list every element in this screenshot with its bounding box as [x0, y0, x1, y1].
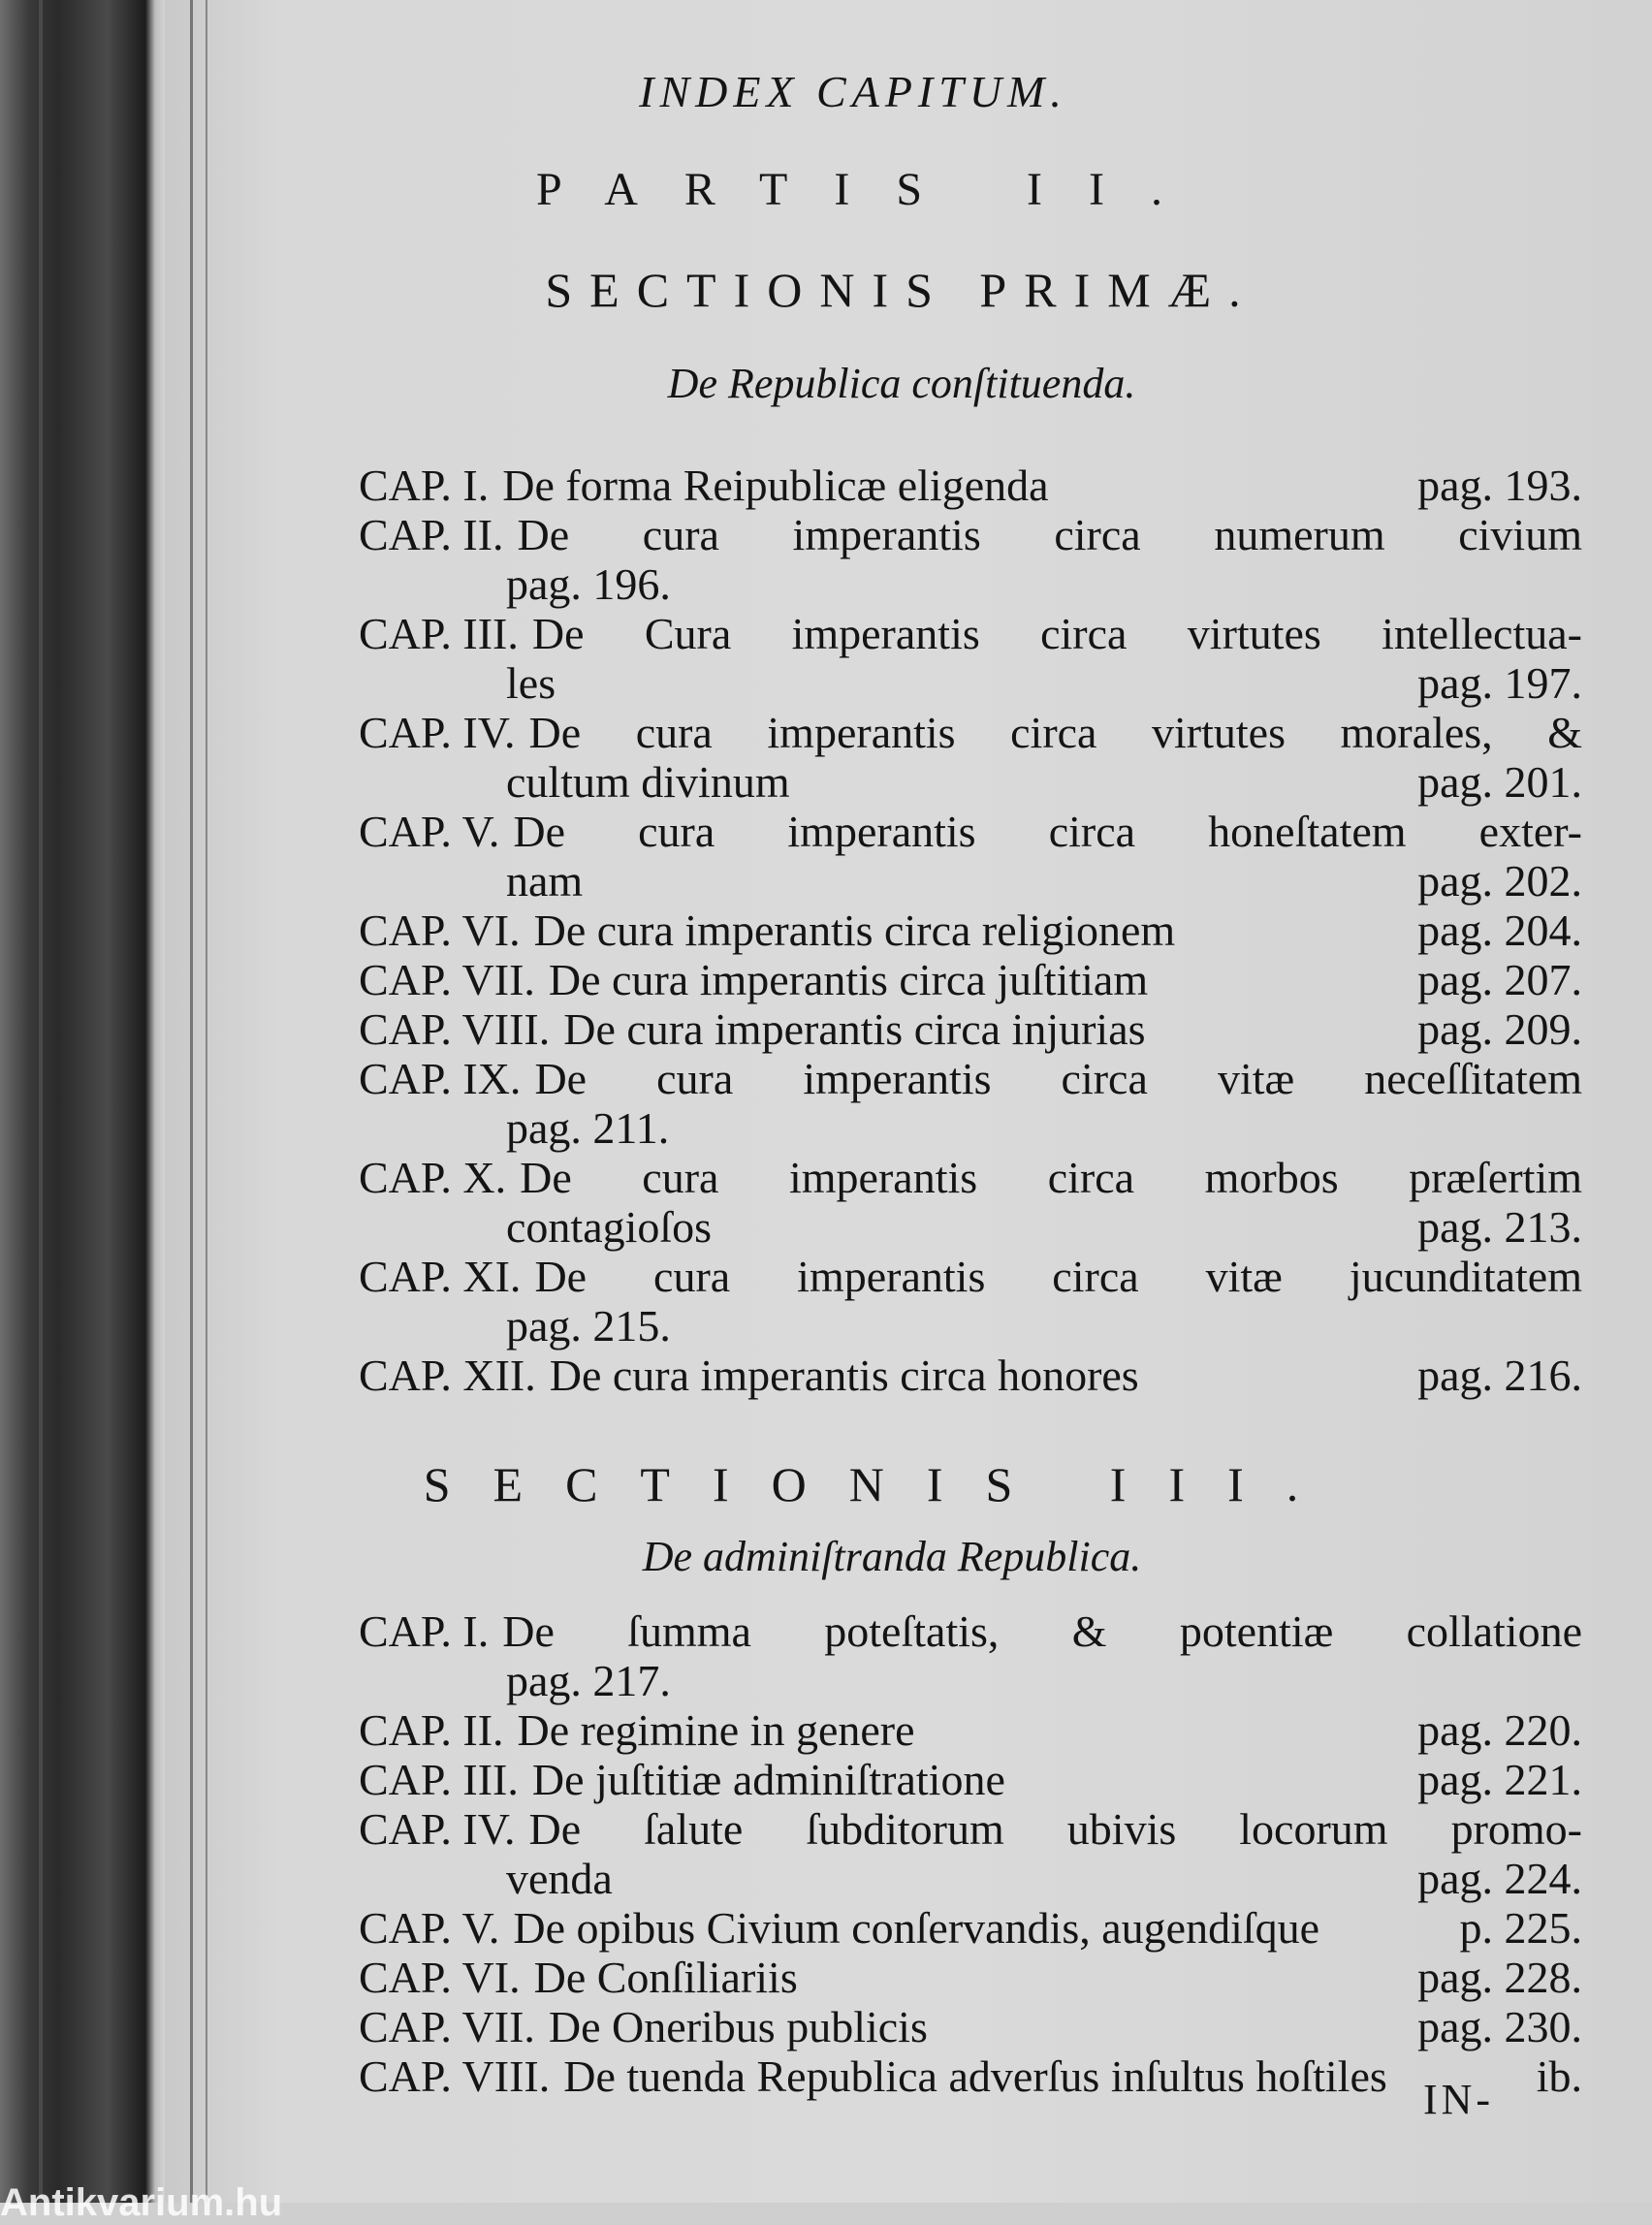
chapter-entry: [359, 1054, 1582, 1153]
chapter-entry: [359, 2051, 1582, 2101]
chapter-entry: [359, 2002, 1582, 2051]
chapter-title: De juſtitiæ adminiſtratione: [531, 1755, 1005, 1804]
chapter-line: [359, 906, 1582, 955]
page-reference: pag. 230.: [1417, 2002, 1582, 2051]
chapter-entry: [359, 1351, 1582, 1400]
chapter-title: De cura imperantis circa vitæ neceſſitatem: [534, 1054, 1582, 1103]
chapter-number: CAP. III.: [359, 609, 519, 658]
chapter-title-continuation: cultum divinum: [506, 757, 790, 807]
section-1-subtitle: De Republica conſtituenda.: [667, 360, 1136, 407]
section-3-subtitle: De adminiſtranda Republica.: [642, 1533, 1142, 1580]
chapter-number: CAP. X.: [359, 1153, 507, 1202]
page-reference: p. 225.: [1459, 1903, 1582, 1953]
chapter-entry: [359, 1755, 1582, 1804]
chapter-number: CAP. IX.: [359, 1054, 522, 1103]
page-reference: pag. 209.: [1417, 1004, 1582, 1054]
page-edge-line: [39, 0, 43, 2203]
chapter-continuation-line: [359, 1301, 1582, 1351]
chapter-number: CAP. V.: [359, 1903, 500, 1953]
section-3-heading: SECTIONIS III.: [423, 1457, 1342, 1511]
chapter-line: [359, 2051, 1582, 2101]
chapter-number: CAP. VIII.: [359, 1004, 551, 1054]
chapter-line: [359, 1606, 1582, 1656]
page-reference: pag. 215.: [506, 1301, 671, 1351]
chapter-number: CAP. VII.: [359, 2002, 535, 2051]
chapter-number: CAP. XI.: [359, 1252, 522, 1301]
chapter-title: De cura imperantis circa vitæ jucunditatem: [534, 1252, 1582, 1301]
chapter-number: CAP. IV.: [359, 1804, 516, 1854]
chapter-title-continuation: venda: [506, 1854, 613, 1903]
chapter-line: [359, 1953, 1582, 2002]
chapter-title: De cura imperantis circa juſtitiam: [548, 955, 1149, 1004]
catchword: IN-: [1423, 2076, 1495, 2123]
chapter-line: [359, 708, 1582, 757]
chapter-line: [359, 1153, 1582, 1202]
chapter-entry: [359, 708, 1582, 807]
chapter-number: CAP. VI.: [359, 1953, 521, 2002]
chapter-number: CAP. IV.: [359, 708, 516, 757]
chapter-entry: [359, 1705, 1582, 1755]
page-reference: pag. 217.: [506, 1656, 671, 1705]
chapter-line: [359, 2002, 1582, 2051]
chapter-continuation-line: [359, 1202, 1582, 1252]
page-reference: pag. 216.: [1417, 1351, 1582, 1400]
chapter-line: [359, 510, 1582, 559]
page-reference: pag. 196.: [506, 559, 671, 609]
chapter-title: De Oneribus publicis: [548, 2002, 928, 2051]
chapter-title: De Cura imperantis circa virtutes intellectua-: [531, 609, 1582, 658]
chapter-line: [359, 955, 1582, 1004]
chapter-number: CAP. II.: [359, 510, 504, 559]
chapter-number: CAP. VIII.: [359, 2051, 551, 2101]
chapter-number: CAP. VII.: [359, 955, 535, 1004]
chapter-continuation-line: [359, 1854, 1582, 1903]
chapter-title: De opibus Civium conſervandis, augendiſque: [513, 1903, 1320, 1953]
chapter-title: De cura imperantis circa religionem: [533, 906, 1176, 955]
chapter-line: [359, 1903, 1582, 1953]
chapter-title: De cura imperantis circa honores: [549, 1351, 1139, 1400]
chapter-line: [359, 1252, 1582, 1301]
page-reference: pag. 204.: [1417, 906, 1582, 955]
chapter-entry: [359, 1804, 1582, 1903]
page-reference: pag. 220.: [1417, 1705, 1582, 1755]
chapter-title-continuation: les: [506, 658, 556, 708]
chapter-title: De forma Reipublicæ eligenda: [502, 461, 1049, 510]
chapter-title-continuation: contagioſos: [506, 1202, 713, 1252]
chapter-continuation-line: [359, 1103, 1582, 1153]
chapter-continuation-line: [359, 1656, 1582, 1705]
chapter-title: De regimine in genere: [517, 1705, 915, 1755]
page-reference: pag. 201.: [1417, 757, 1582, 807]
page-reference: pag. 228.: [1417, 1953, 1582, 2002]
chapter-entry: [359, 1953, 1582, 2002]
page-reference: pag. 193.: [1417, 461, 1582, 510]
chapter-entry: [359, 1903, 1582, 1953]
section-1-heading: SECTIONIS PRIMÆ.: [545, 263, 1258, 317]
chapter-entry: [359, 609, 1582, 708]
page-reference: ib.: [1536, 2051, 1582, 2101]
chapter-line: [359, 1351, 1582, 1400]
page-reference: pag. 211.: [506, 1103, 670, 1153]
chapter-line: [359, 807, 1582, 856]
chapter-title: De ſumma poteſtatis, & potentiæ collatione: [502, 1606, 1582, 1656]
chapter-continuation-line: [359, 856, 1582, 906]
chapter-title: De ſalute ſubditorum ubivis locorum promo-: [528, 1804, 1582, 1854]
chapter-continuation-line: [359, 559, 1582, 609]
chapter-number: CAP. VI.: [359, 906, 521, 955]
chapter-line: [359, 1755, 1582, 1804]
chapter-number: CAP. XII.: [359, 1351, 536, 1400]
chapter-continuation-line: [359, 658, 1582, 708]
page-reference: pag. 197.: [1417, 658, 1582, 708]
chapter-entry: [359, 1252, 1582, 1351]
chapter-title: De Conſiliariis: [533, 1953, 798, 2002]
chapter-entry: [359, 1004, 1582, 1054]
chapter-title: De cura imperantis circa virtutes morales, &: [528, 708, 1582, 757]
chapter-number: CAP. V.: [359, 807, 500, 856]
chapter-title: De cura imperantis circa numerum civium: [517, 510, 1582, 559]
chapter-line: [359, 1054, 1582, 1103]
chapter-number: CAP. I.: [359, 461, 490, 510]
chapter-title: De cura imperantis circa injurias: [563, 1004, 1146, 1054]
chapter-continuation-line: [359, 757, 1582, 807]
chapter-entry: [359, 807, 1582, 906]
page-reference: pag. 224.: [1417, 1854, 1582, 1903]
chapter-entry: [359, 1153, 1582, 1252]
page-reference: pag. 221.: [1417, 1755, 1582, 1804]
section-1-chapter-list: [359, 461, 1582, 1400]
chapter-number: CAP. II.: [359, 1705, 504, 1755]
chapter-title: De tuenda Republica adverſus inſultus hoſtiles: [563, 2051, 1387, 2101]
chapter-line: [359, 1004, 1582, 1054]
chapter-title: De cura imperantis circa morbos præſertim: [520, 1153, 1582, 1202]
page-reference: pag. 202.: [1417, 856, 1582, 906]
index-title: INDEX CAPITUM.: [639, 67, 1067, 116]
page-fold-line: [206, 0, 207, 2203]
chapter-title-continuation: nam: [506, 856, 584, 906]
chapter-entry: [359, 1606, 1582, 1705]
chapter-entry: [359, 906, 1582, 955]
page-reference: pag. 213.: [1417, 1202, 1582, 1252]
chapter-line: [359, 1804, 1582, 1854]
chapter-title: De cura imperantis circa honeſtatem exter-: [513, 807, 1582, 856]
chapter-number: CAP. III.: [359, 1755, 519, 1804]
chapter-number: CAP. I.: [359, 1606, 490, 1656]
chapter-line: [359, 609, 1582, 658]
section-3-chapter-list: [359, 1606, 1582, 2101]
watermark: Antikvarium.hu: [0, 2181, 283, 2224]
book-binding-edge: [0, 0, 165, 2203]
page-fold-line: [190, 0, 193, 2203]
chapter-line: [359, 461, 1582, 510]
chapter-entry: [359, 510, 1582, 609]
chapter-entry: [359, 955, 1582, 1004]
part-heading: PARTIS II.: [535, 164, 1210, 215]
chapter-entry: [359, 461, 1582, 510]
chapter-line: [359, 1705, 1582, 1755]
page-reference: pag. 207.: [1417, 955, 1582, 1004]
